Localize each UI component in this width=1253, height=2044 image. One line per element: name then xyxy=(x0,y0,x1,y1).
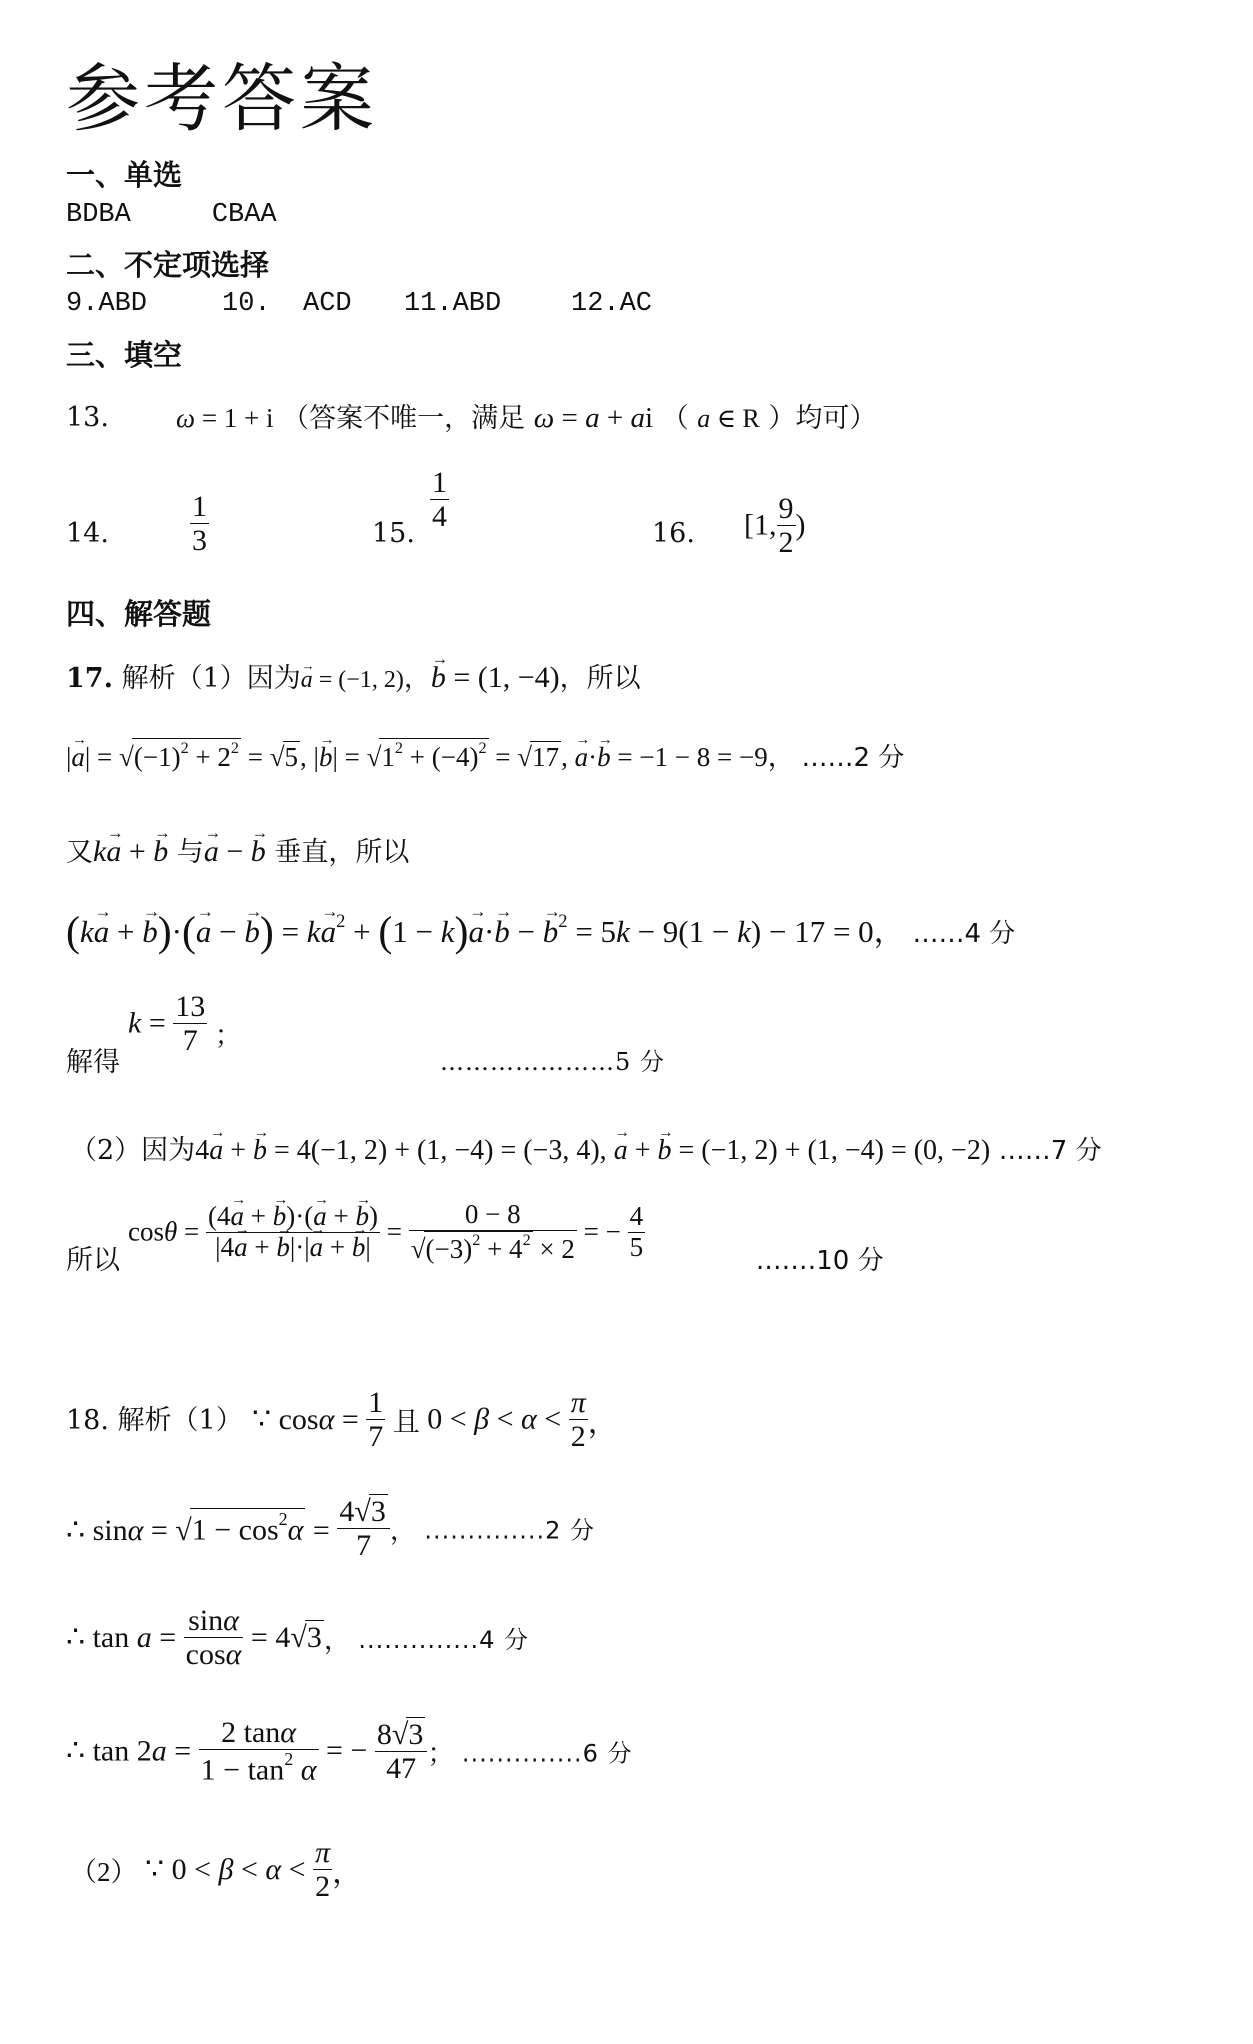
score-2: ……2 分 xyxy=(801,743,905,773)
section-heading-single-choice: 一、单选 xyxy=(66,158,183,192)
q13-answer: ω = 1 + i （答案不唯一，满足 ω = a + ai （ a ∈ R ）均可） xyxy=(176,402,877,434)
q14-number: 14. xyxy=(66,518,109,549)
score-5: …………………5 分 xyxy=(440,1048,665,1076)
single-choice-answers: BDBA CBAA xyxy=(66,200,277,230)
q17-line-4: (k→ a + → b)·(→ a − → $b) = k\to a^2 + (1 - k)\to a\cdot\to b$ − → $b^2 = 5k - 9(1 - k) - 17 = 0$， ……4 分 xyxy=(66,906,1015,956)
score-18-4: ..............4 分 xyxy=(358,1626,530,1654)
answer-q10: 10. ACD xyxy=(222,289,352,319)
q18-tan2: ∴ tan 2a = $\frac{2 \tan\alpha}{1 - \tan^2 \alpha}$ = − $\frac{8√3}{47}$ ； ..............6 分 xyxy=(66,1716,633,1787)
answer-q9: 9.ABD xyxy=(66,289,148,319)
section-heading-multi-choice: 二、不定项选择 xyxy=(66,248,270,282)
q13-number: 13. xyxy=(66,402,109,433)
q14-answer: $\frac{1}{3}$ xyxy=(192,490,207,557)
score-18-6: ..............6 分 xyxy=(461,1739,633,1768)
q17-line-1: 17. 解析（1）因为→ a = (−1, 2)，→ b = (1, −4)，所以 xyxy=(66,656,641,695)
answer-q12: 12.AC xyxy=(571,289,653,319)
q17-line-2: |→ $a| = √(-1)^2 + 2^2 = √5$, |→ $b| = √1^2 + (-4)^2 = √17$, → a·→ b = −1 − 8 = −9， ……2 分 xyxy=(66,735,904,774)
score-18-2: ..............2 分 xyxy=(424,1516,596,1545)
score-4: ……4 分 xyxy=(912,919,1016,949)
score-10: .……10 分 xyxy=(756,1246,884,1276)
q18-line-1: 18. 解析（1） xyxy=(66,1405,243,1436)
q17-cos-formula: cosθ = $\frac{(4\to a + \to b)\cdot(\to a + \to b)}{|4\to a + \to b|\cdot|\to a + \to b|}$ = $\frac{0 - 8}{√(-3)^2 + 4^2 \times 2}$ = − $\frac{4}{5}$ xyxy=(128,1200,645,1264)
answer-q11: 11.ABD xyxy=(404,289,502,319)
q15-number: 15. xyxy=(372,518,415,549)
section-heading-solutions: 四、解答题 xyxy=(66,597,212,631)
q17-line-3: 又k→ a + → b 与→ a − → b 垂直，所以 xyxy=(66,830,409,869)
q18-tan: ∴ tan a = $\frac{\sin\alpha}{\cos\alpha}$ = 4√3， ..............4 分 xyxy=(66,1604,530,1671)
page-title: 参考答案 xyxy=(66,56,378,142)
q17-solve-label: 解得 xyxy=(66,1047,120,1078)
q18-sin: ∴ $\sin\alpha = √1 - \cos^2\alpha$ = $\frac{4√3}{7}$ ， ..............2 分 xyxy=(66,1495,596,1562)
q17-part2-line: （2）因为4→ a + → b = 4(−1, 2) + (1, −4) = (−3, 4), → a + → b = (−1, 2) + (1, −4) = (0, −2) ……7 分 xyxy=(70,1128,1102,1167)
q18-given: ∵ cosα = $\frac{1}{7}$ 且 0 < β < α < $\frac{\pi}{2}$ ， xyxy=(252,1386,618,1453)
q16-answer: [1, $\frac{9}{2}$ ) xyxy=(744,492,806,559)
q16-number: 16. xyxy=(652,518,695,549)
q17-k-value: k = $\frac{13}{7}$ ； xyxy=(128,990,242,1057)
score-7: ……7 分 xyxy=(998,1136,1102,1166)
q18-part2: （2） ∵ 0 < β < α < $\frac{\pi}{2}$ ， xyxy=(70,1836,363,1903)
q17-cos-label: 所以 xyxy=(66,1245,120,1276)
q15-answer: $\frac{1}{4}$ xyxy=(432,466,447,533)
section-heading-fill-blank: 三、填空 xyxy=(66,338,183,372)
